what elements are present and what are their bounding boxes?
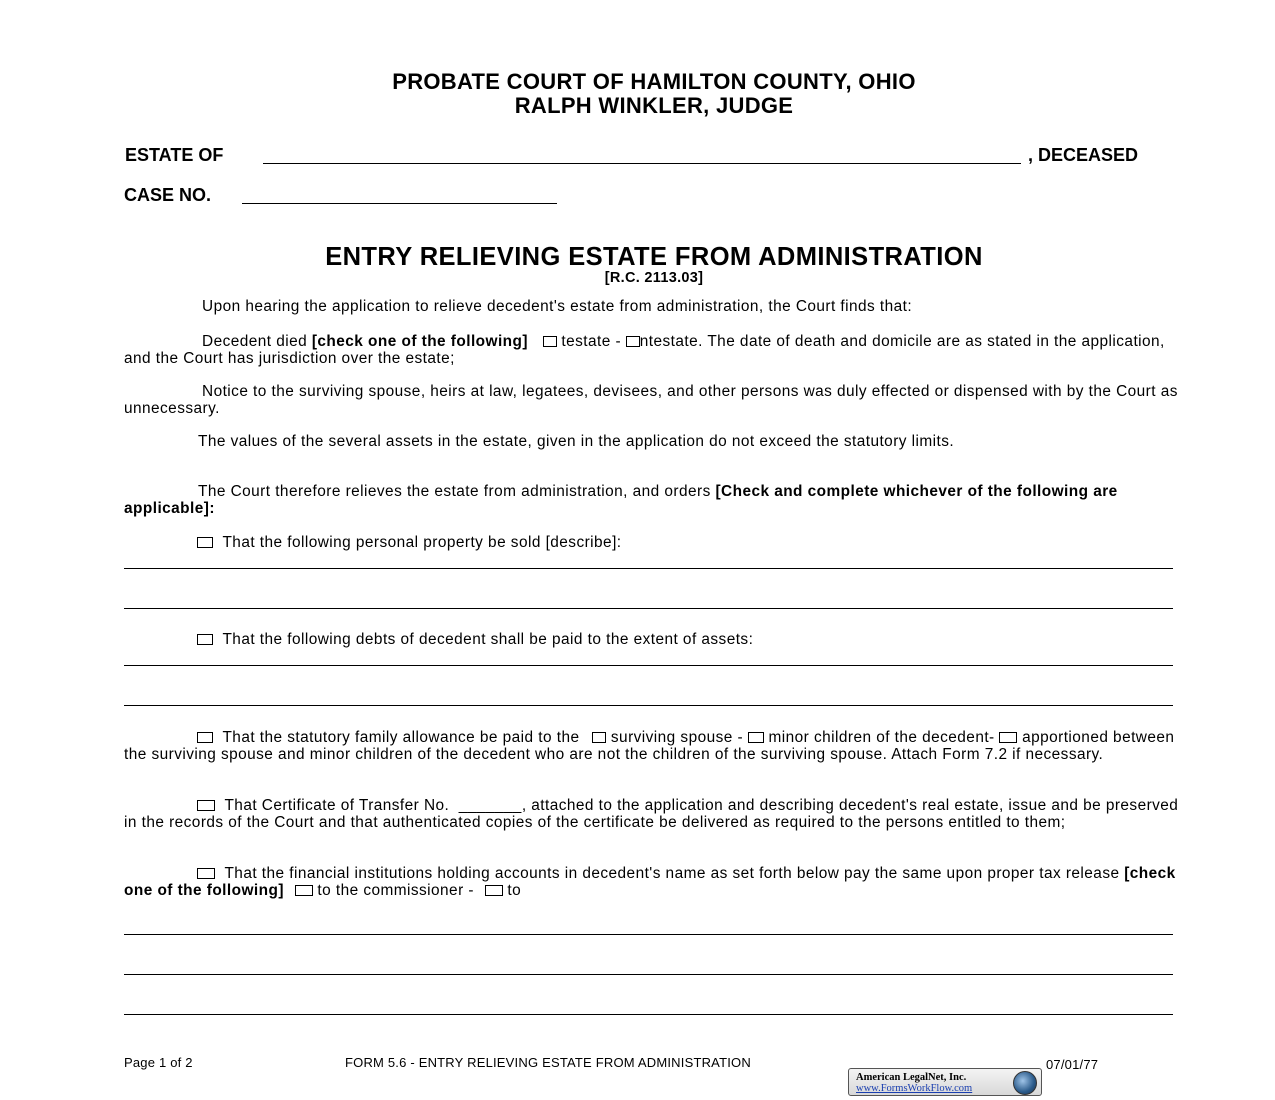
intro-paragraph: Upon hearing the application to relieve decedent's estate from administration, the Court finds that: [202,298,913,315]
property-line-1[interactable] [124,568,1173,569]
family-allowance-checkbox[interactable] [197,732,213,743]
financial-checkbox[interactable] [197,868,215,879]
debts-checkbox[interactable] [197,634,213,645]
debts-line-1[interactable] [124,665,1173,666]
testate-checkbox[interactable] [543,336,557,347]
estate-of-label: ESTATE OF [125,145,224,165]
certificate-checkbox[interactable] [197,800,215,811]
judge-name: RALPH WINKLER, JUDGE [514,93,794,118]
case-number-field[interactable] [242,203,557,204]
case-no-label: CASE NO. [124,185,212,205]
asset-values-paragraph: The values of the several assets in the estate, given in the application do not exceed the statutory limits. [198,433,955,450]
form-title: ENTRY RELIEVING ESTATE FROM ADMINISTRATION [325,243,983,271]
statute-citation: [R.C. 2113.03] [604,270,704,286]
debts-option: That the following debts of decedent shall be paid to the extent of assets: [124,631,1190,648]
form-name-footer: FORM 5.6 - ENTRY RELIEVING ESTATE FROM ADMINISTRATION [345,1055,751,1070]
certificate-option: That Certificate of Transfer No. _______, attached to the application and describing decedent's real estate, issue and be preserved in the records of the Court and that authenticated copies of the certificate be delivered as required to the persons entitled to them; [124,797,1179,831]
family-allowance-option: That the statutory family allowance be paid to the surviving spouse - minor children of the decedent- apportioned between the surviving spouse and minor children of the decedent who are not the children of the surviving spouse. Attach Form 7.2 if necessary. [124,729,1175,763]
minor-children-checkbox[interactable] [748,732,764,743]
property-sold-checkbox[interactable] [197,537,213,548]
apportioned-checkbox[interactable] [999,732,1017,743]
commissioner-checkbox[interactable] [295,885,313,896]
estate-name-field[interactable] [263,163,1021,164]
property-line-2[interactable] [124,608,1173,609]
legalnet-logo[interactable] [848,1068,1042,1096]
financial-line-3[interactable] [124,1014,1173,1015]
logo-url[interactable]: www.FormsWorkFlow.com [856,1083,973,1094]
court-name: PROBATE COURT OF HAMILTON COUNTY, OHIO [392,69,916,94]
orders-paragraph: The Court therefore relieves the estate from administration, and orders [Check and complete whichever of the following are applicable]: [124,483,1118,517]
death-status-paragraph: Decedent died [check one of the following] testate - ntestate. The date of death and domicile are as stated in the application, and the Court has jurisdiction over the estate; [124,333,1165,367]
debts-line-2[interactable] [124,705,1173,706]
to-other-checkbox[interactable] [485,885,503,896]
logo-company: American LegalNet, Inc. [856,1072,967,1083]
deceased-label: , DECEASED [1028,145,1139,165]
financial-line-1[interactable] [124,934,1173,935]
form-date: 07/01/77 [1046,1057,1099,1072]
globe-icon [1013,1071,1037,1095]
surviving-spouse-checkbox[interactable] [592,732,606,743]
property-sold-option: That the following personal property be sold [describe]: [124,534,1190,551]
certificate-number-field[interactable]: _______ [458,797,522,814]
page-number: Page 1 of 2 [124,1055,193,1070]
notice-paragraph: Notice to the surviving spouse, heirs at law, legatees, devisees, and other persons was duly effected or dispensed with by the Court as unnecessary. [124,383,1178,417]
financial-option: That the financial institutions holding accounts in decedent's name as set forth below pay the same upon proper tax release [check one of the following] to the commissioner - to [124,865,1176,899]
financial-line-2[interactable] [124,974,1173,975]
intestate-checkbox[interactable] [626,336,640,347]
